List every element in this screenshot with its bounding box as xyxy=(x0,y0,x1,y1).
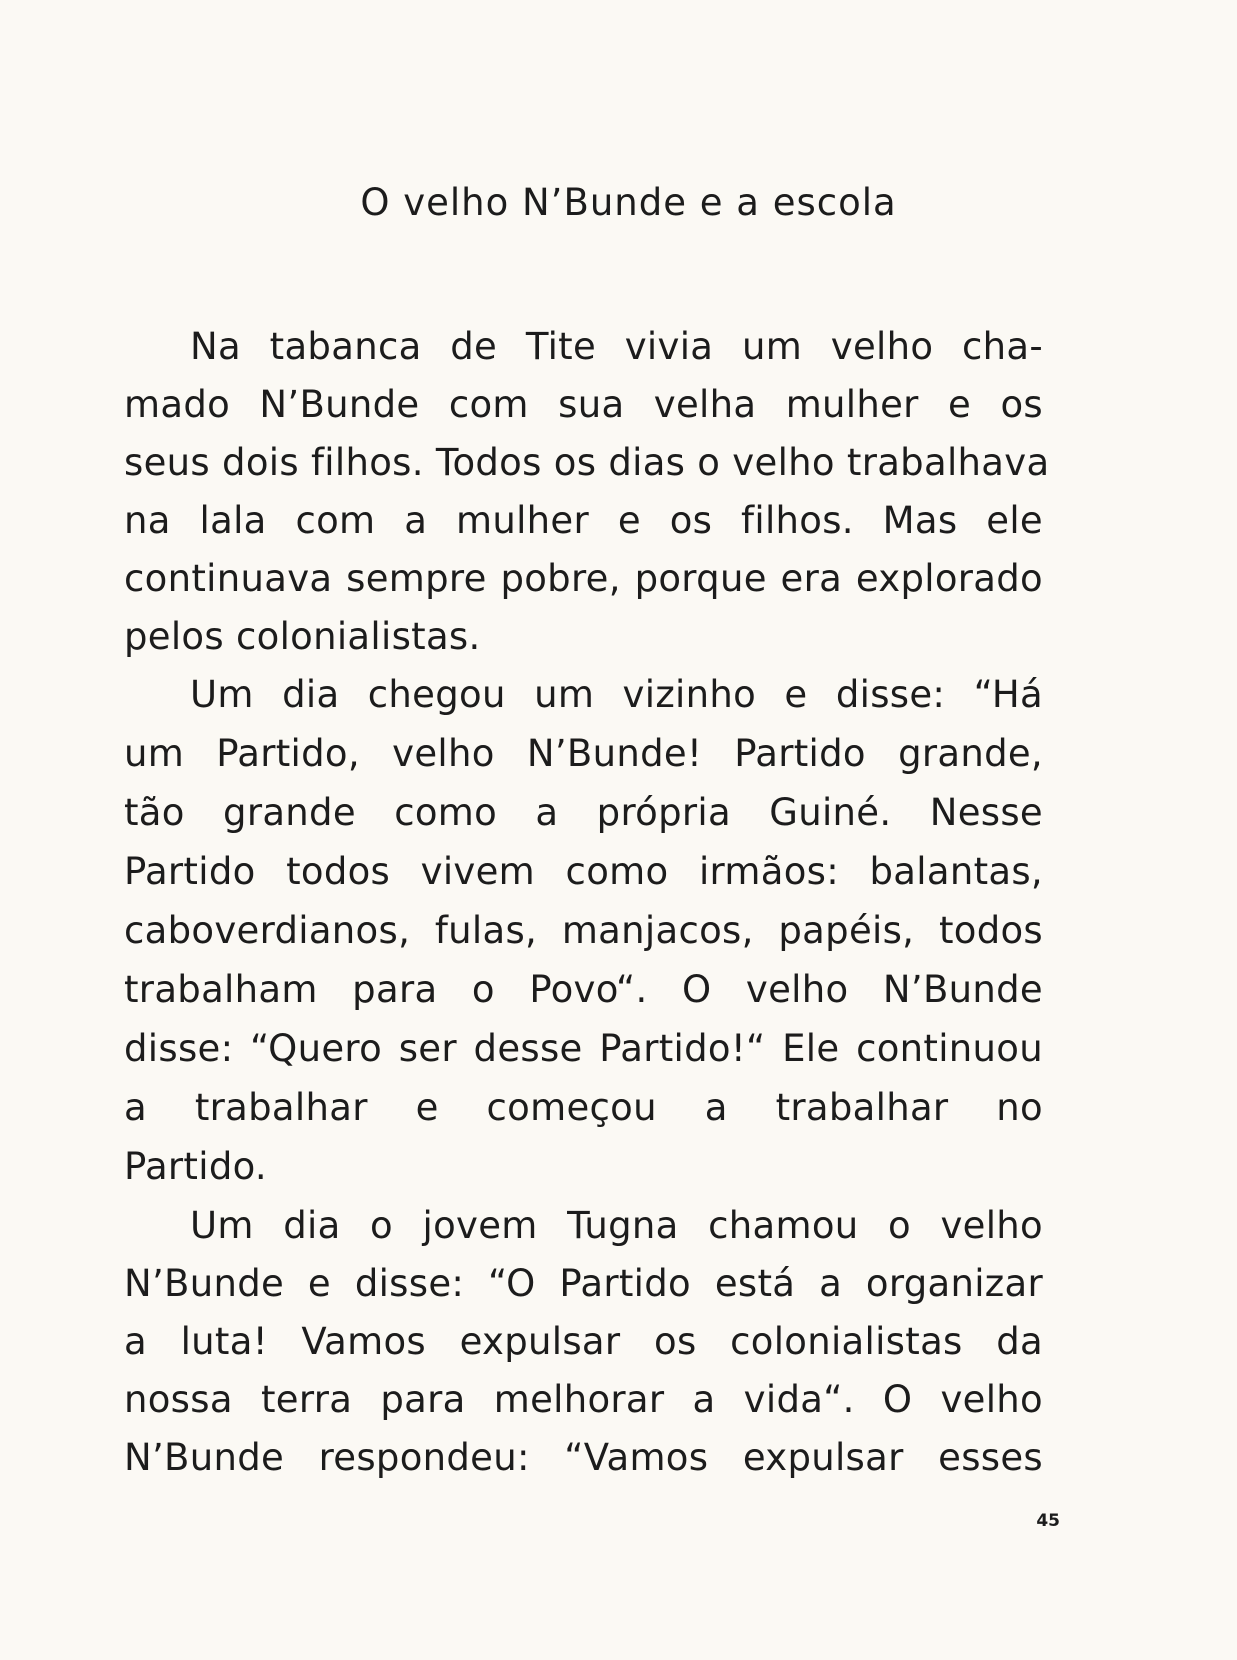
text-line: Um dia o jovem Tugna chamou o velho xyxy=(190,1204,1043,1247)
page-title: O velho N’Bunde e a escola xyxy=(360,181,897,224)
text-line: na lala com a mulher e os filhos. Mas ele xyxy=(124,499,1043,542)
text-line: Na tabanca de Tite vivia um velho cha- xyxy=(190,325,1043,368)
text-line: caboverdianos, fulas, manjacos, papéis, todos xyxy=(124,909,1043,952)
text-line: Partido todos vivem como irmãos: balantas, xyxy=(124,850,1043,893)
text-line: a trabalhar e começou a trabalhar no xyxy=(124,1086,1043,1129)
text-line: trabalham para o Povo“. O velho N’Bunde xyxy=(124,968,1043,1011)
text-line: tão grande como a própria Guiné. Nesse xyxy=(124,791,1043,834)
text-line: pelos colonialistas. xyxy=(124,615,481,658)
text-line: um Partido, velho N’Bunde! Partido grande, xyxy=(124,732,1043,775)
text-line: Um dia chegou um vizinho e disse: “Há xyxy=(190,673,1043,716)
text-line: Partido. xyxy=(124,1145,267,1188)
text-line: mado N’Bunde com sua velha mulher e os xyxy=(124,383,1043,426)
text-line: a luta! Vamos expulsar os colonialistas da xyxy=(124,1320,1043,1363)
text-line: nossa terra para melhorar a vida“. O velho xyxy=(124,1378,1043,1421)
text-line: disse: “Quero ser desse Partido!“ Ele continuou xyxy=(124,1027,1043,1070)
page-number: 45 xyxy=(1036,1511,1060,1531)
text-line: N’Bunde e disse: “O Partido está a organizar xyxy=(124,1262,1043,1305)
text-line: seus dois filhos. Todos os dias o velho trabalhava xyxy=(124,441,1050,484)
text-line: N’Bunde respondeu: “Vamos expulsar esses xyxy=(124,1436,1043,1479)
text-line: continuava sempre pobre, porque era explorado xyxy=(124,557,1043,600)
